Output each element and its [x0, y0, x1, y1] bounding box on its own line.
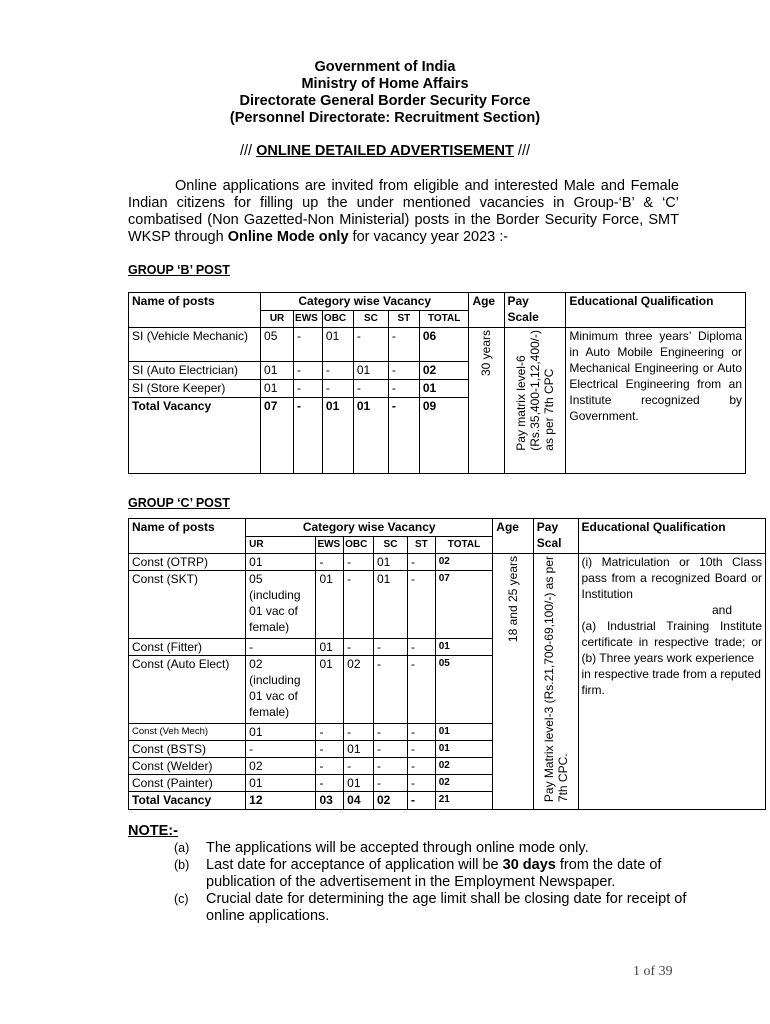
gb-cell: 07	[261, 398, 294, 416]
gc-cell: -	[344, 554, 374, 571]
gb-cell: 01	[322, 398, 353, 416]
gb-cell: -	[322, 362, 353, 380]
gb-edu: Minimum three years’ Diploma in Auto Mobile Engineering or Mechanical Engineering or Auto Electrical Engineering from an Institute recognized by Government.	[566, 328, 746, 474]
gb-sub-ews: EWS	[294, 311, 323, 328]
gb-sub-ur: UR	[261, 311, 294, 328]
gb-row-name: SI (Store Keeper)	[129, 380, 261, 398]
gc-cell: 01	[316, 571, 344, 639]
gc-cell: 01	[344, 741, 374, 758]
gc-cell: -	[408, 656, 436, 724]
note-bold: 30 days	[502, 857, 556, 873]
note-label: (a)	[174, 841, 190, 855]
note-item-a	[128, 840, 688, 857]
intro-bold: Online Mode only	[227, 229, 349, 245]
gc-cell: 05 (including 01 vac of female)	[246, 571, 316, 639]
gb-cell: -	[353, 380, 388, 398]
gb-cell: 01	[261, 362, 294, 380]
advertisement-title	[0, 143, 770, 159]
gc-row-name: Const (Auto Elect)	[129, 656, 246, 724]
gb-col-pay: Pay Scale	[504, 293, 566, 328]
gc-cell: -	[408, 639, 436, 656]
page-number: 1 of 39	[633, 964, 673, 979]
gb-cell: -	[294, 380, 323, 398]
gc-cell: 05	[435, 656, 493, 724]
gb-sub-st: ST	[388, 311, 419, 328]
gc-cell: 02	[246, 758, 316, 775]
gc-cell: -	[408, 741, 436, 758]
gb-row-name: SI (Auto Electrician)	[129, 362, 261, 380]
gb-cell: -	[294, 398, 323, 416]
gc-cell: 01	[246, 775, 316, 792]
gc-row-name: Const (BSTS)	[129, 741, 246, 758]
gc-row-name: Total Vacancy	[129, 792, 246, 810]
gc-cell: -	[408, 792, 436, 810]
gc-cell: 02	[435, 554, 493, 571]
gc-row-name: Const (SKT)	[129, 571, 246, 639]
gc-cell: -	[344, 639, 374, 656]
group-c-table	[128, 518, 766, 810]
gb-row-name: Total Vacancy	[129, 398, 261, 416]
gc-cell: 01	[373, 571, 407, 639]
gb-col-edu: Educational Qualification	[566, 293, 746, 328]
gc-sub-ur: UR	[246, 537, 316, 554]
gc-edu-and: and	[711, 603, 732, 617]
gc-cell: 01	[435, 724, 493, 741]
note-text: Last date for acceptance of application will be	[206, 857, 503, 873]
gc-col-pay: Pay Scal	[533, 519, 578, 554]
gc-age: 18 and 25 years	[506, 556, 521, 643]
header-line-4: (Personnel Directorate: Recruitment Section)	[229, 110, 541, 126]
gb-pay-line2: (Rs.35,400-1,12,400/-)	[527, 330, 542, 451]
gb-cell: 01	[322, 328, 353, 362]
gc-col-name: Name of posts	[129, 519, 246, 554]
gc-cell: -	[246, 741, 316, 758]
gc-cell: -	[316, 554, 344, 571]
note-text: from the date of publication of the advertisement in the Employment Newspaper.	[206, 857, 662, 890]
gc-cell: 02	[435, 758, 493, 775]
gc-edu	[578, 554, 766, 810]
gb-pay-line3: as per 7th CPC	[541, 368, 556, 451]
gb-cell: -	[294, 328, 323, 362]
gc-pay-line2: 7th CPC.	[555, 753, 570, 803]
advert-title-text: ONLINE DETAILED ADVERTISEMENT	[256, 143, 514, 159]
gb-cell: -	[322, 380, 353, 398]
gb-filler	[261, 416, 294, 474]
gb-col-cat: Category wise Vacancy	[261, 293, 469, 311]
gb-cell: -	[388, 328, 419, 362]
gc-cell: -	[316, 724, 344, 741]
gb-sub-total: TOTAL	[419, 311, 469, 328]
table-row	[129, 328, 746, 362]
gc-cell: 04	[344, 792, 374, 810]
gb-pay	[514, 330, 556, 451]
gb-cell: -	[388, 362, 419, 380]
gb-cell: 09	[419, 398, 469, 416]
gc-sub-total: TOTAL	[435, 537, 493, 554]
gc-cell: 12	[246, 792, 316, 810]
gc-cell: -	[408, 571, 436, 639]
gc-cell: -	[373, 758, 407, 775]
note-label: (b)	[174, 858, 190, 872]
gb-filler	[129, 416, 261, 474]
gc-sub-st: ST	[408, 537, 436, 554]
note-section	[128, 823, 688, 925]
gc-row-name: Const (Veh Mech)	[129, 724, 246, 741]
intro-text: Online applications are invited from eligible and interested Male and Female Indian citizens for filling up the under mentioned vacancies in Group-‘B’ & ‘C’ combatised (Non Gazetted-Non Ministerial) posts in the Border Security Force, SMT WKSP through	[128, 178, 679, 245]
gc-sub-sc: SC	[373, 537, 407, 554]
gc-cell: 02	[344, 656, 374, 724]
gc-cell: 01	[435, 741, 493, 758]
gb-cell: 01	[261, 380, 294, 398]
note-text: Crucial date for determining the age limit shall be closing date for receipt of online applications.	[206, 891, 687, 924]
header-line-2: Ministry of Home Affairs	[301, 76, 469, 92]
note-text: The applications will be accepted through online mode only.	[206, 840, 589, 856]
gc-cell: 01	[316, 656, 344, 724]
gc-cell: -	[344, 758, 374, 775]
gc-cell: 02 (including 01 vac of female)	[246, 656, 316, 724]
gc-cell: -	[316, 775, 344, 792]
gb-cell: -	[388, 398, 419, 416]
gc-row-name: Const (Fitter)	[129, 639, 246, 656]
group-c-heading: GROUP ‘C’ POST	[128, 496, 230, 510]
gc-col-edu: Educational Qualification	[578, 519, 766, 554]
gc-cell: -	[373, 724, 407, 741]
gc-cell: -	[408, 724, 436, 741]
gc-sub-obc: OBC	[344, 537, 374, 554]
gb-age-cell	[469, 328, 504, 474]
gc-cell: -	[408, 775, 436, 792]
gc-cell: 21	[435, 792, 493, 810]
gb-pay-cell	[504, 328, 566, 474]
gb-cell: 01	[419, 380, 469, 398]
gc-edu-1: (i) Matriculation or 10th Class pass from a recognized Board or Institution	[581, 555, 762, 601]
note-title: NOTE:-	[128, 823, 178, 839]
intro-paragraph	[128, 178, 679, 246]
gc-cell: 01	[435, 639, 493, 656]
gc-cell: 03	[316, 792, 344, 810]
gc-cell: 01	[316, 639, 344, 656]
gc-cell: 01	[373, 554, 407, 571]
gb-sub-obc: OBC	[322, 311, 353, 328]
intro-text-end: for vacancy year 2023 :-	[348, 229, 509, 245]
gb-cell: 06	[419, 328, 469, 362]
gb-row-name: SI (Vehicle Mechanic)	[129, 328, 261, 362]
gc-cell: 02	[435, 775, 493, 792]
gc-pay-cell	[533, 554, 578, 810]
gc-cell: 01	[344, 775, 374, 792]
gc-cell: -	[344, 571, 374, 639]
document-header	[0, 59, 770, 127]
gc-cell: 01	[246, 554, 316, 571]
gb-cell: -	[353, 328, 388, 362]
gb-cell: 05	[261, 328, 294, 362]
gc-cell: -	[373, 639, 407, 656]
gc-cell: -	[246, 639, 316, 656]
gb-age: 30 years	[479, 330, 494, 377]
gb-cell: 02	[419, 362, 469, 380]
gc-cell: -	[373, 741, 407, 758]
gb-filler	[294, 416, 323, 474]
gc-age-cell	[493, 554, 533, 810]
gc-cell: 07	[435, 571, 493, 639]
note-label: (c)	[174, 892, 189, 906]
gc-sub-ews: EWS	[316, 537, 344, 554]
gc-cell: -	[316, 741, 344, 758]
gc-cell: -	[344, 724, 374, 741]
note-item-c	[128, 891, 688, 925]
gc-cell: -	[408, 554, 436, 571]
group-b-table	[128, 292, 746, 474]
gc-cell: 02	[373, 792, 407, 810]
gc-cell: 01	[246, 724, 316, 741]
header-line-3: Directorate General Border Security Force	[239, 93, 531, 109]
advert-prefix: ///	[239, 143, 257, 159]
gb-cell: 01	[353, 398, 388, 416]
gb-filler	[388, 416, 419, 474]
gc-row-name: Const (Painter)	[129, 775, 246, 792]
table-row	[129, 554, 766, 571]
gb-sub-sc: SC	[353, 311, 388, 328]
gb-filler	[353, 416, 388, 474]
gb-filler	[419, 416, 469, 474]
gc-cell: -	[316, 758, 344, 775]
advert-suffix: ///	[513, 143, 531, 159]
gb-pay-line1: Pay matrix level-6	[513, 355, 528, 451]
group-b-heading: GROUP ‘B’ POST	[128, 263, 230, 277]
gb-col-age: Age	[469, 293, 504, 328]
gb-cell: -	[294, 362, 323, 380]
gc-col-cat: Category wise Vacancy	[246, 519, 493, 537]
gc-cell: -	[373, 656, 407, 724]
header-line-1: Government of India	[314, 59, 456, 75]
gc-col-age: Age	[493, 519, 533, 554]
gc-pay	[542, 556, 570, 802]
gc-row-name: Const (Welder)	[129, 758, 246, 775]
gb-col-name: Name of posts	[129, 293, 261, 328]
gc-edu-2: (a) Industrial Training Institute certificate in respective trade; or	[581, 619, 762, 649]
gc-cell: -	[373, 775, 407, 792]
note-item-b	[128, 857, 688, 891]
gb-filler	[322, 416, 353, 474]
gc-row-name: Const (OTRP)	[129, 554, 246, 571]
gb-cell: 01	[353, 362, 388, 380]
gc-pay-line1: Pay Matrix level-3 (Rs.21,700-69,100/-) as per	[541, 556, 556, 803]
gc-edu-3: (b) Three years work experience in respective trade from a reputed firm.	[581, 651, 761, 697]
gb-cell: -	[388, 380, 419, 398]
gc-cell: -	[408, 758, 436, 775]
